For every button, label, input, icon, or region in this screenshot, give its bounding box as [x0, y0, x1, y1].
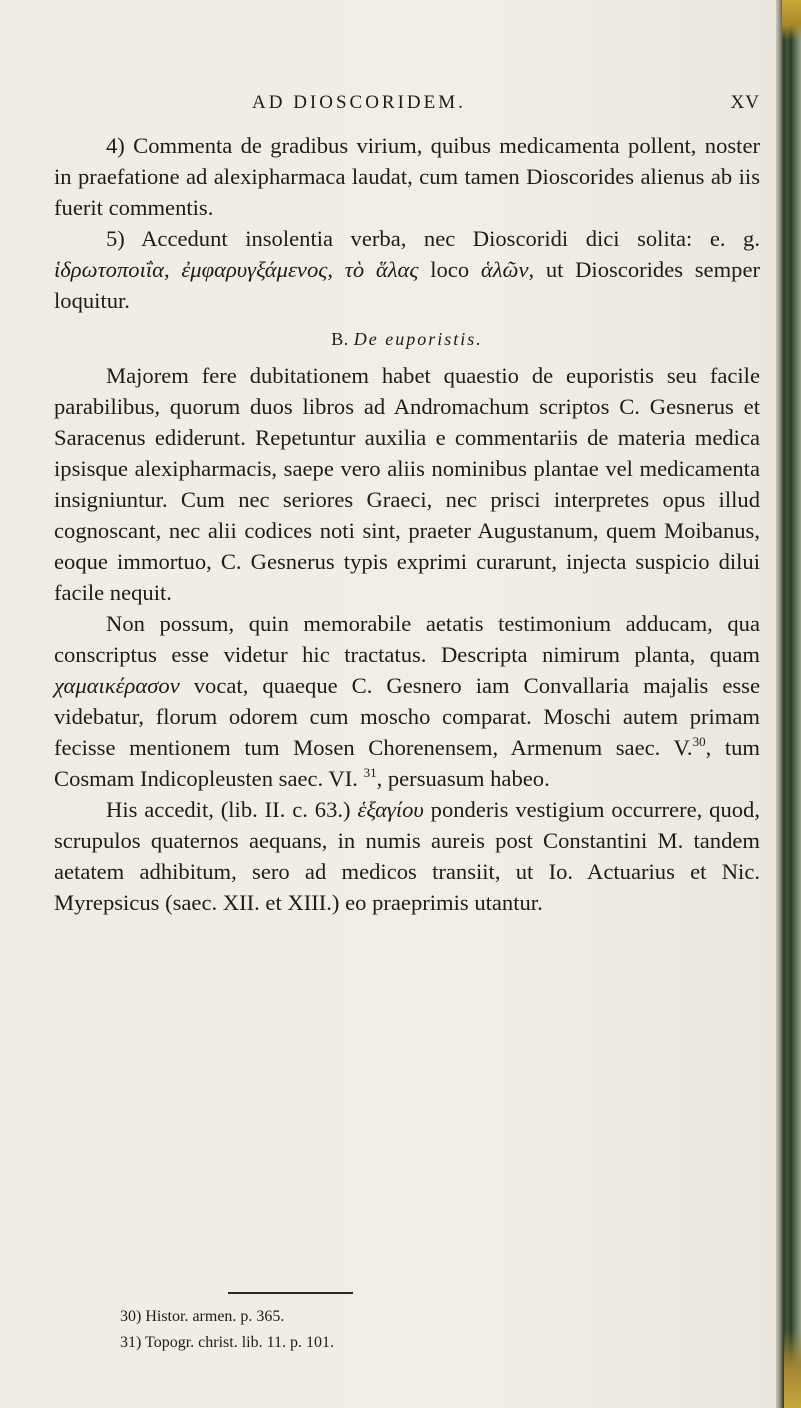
- section-label: B.: [331, 329, 349, 349]
- paragraph-7-text-b: vocat, quaeque C. Gesnero iam Convallaria majalis esse videbatur, florum odorem cum moscho comparat. Moschi autem primam fecisse mentionem tum Mosen Chorenensem, Armenum saec. V.: [54, 673, 760, 760]
- paragraph-4: 4) Commenta de gradibus virium, quibus medicamenta pollent, noster in praefatione ad alexipharmaca laudat, cum tamen Dioscorides alienus ab iis fuerit commentis.: [54, 133, 760, 220]
- footnote-ref-30: 30: [692, 734, 706, 749]
- footnote-31: 31) Topogr. christ. lib. 11. p. 101.: [120, 1334, 334, 1351]
- page-number: XV: [730, 92, 760, 113]
- greek-word-3: τὸ ἅλας: [344, 257, 419, 282]
- footnote-ref-31: 31: [363, 765, 377, 780]
- gilt-edge-bottom: [784, 1330, 801, 1408]
- book-spine-edge: [776, 0, 801, 1408]
- paragraph-7-text-a: Non possum, quin memorabile aetatis testimonium adducam, qua conscriptus esse videtur hic tractatus. Descripta nimirum planta, quam: [54, 611, 760, 667]
- paragraph-6: Majorem fere dubitationem habet quaestio de euporistis seu facile parabilibus, quorum duos libros ad Andromachum scriptos C. Gesnerus et Saracenus ediderunt. Repetuntur auxilia e commentariis de materia medica ipsisque alexipharmacis, saepe vero aliis nominibus plantae vel medicamenta insigniuntur. Cum nec seriores Graeci, nec prisci interpretes opus illud cognoscant, nec alii codices noti sint, praeter Augustanum, quem Moibanus, eoque immortuo, C. Gesnerus typis exprimi curarunt, injecta suspicio dilui facile nequit.: [54, 363, 760, 605]
- running-head-title: AD DIOSCORIDEM.: [252, 92, 466, 113]
- running-head: [92, 92, 760, 116]
- paragraph-7-text-d: , persuasum habeo.: [376, 766, 550, 791]
- paragraph-5-text-a: 5) Accedunt insolentia verba, nec Dioscoridi dici solita: e. g.: [106, 226, 760, 251]
- footnotes: [120, 1304, 720, 1356]
- paragraph-7-text-c: , tum Cosmam Indicopleusten saec. VI.: [54, 735, 760, 791]
- paragraph-5-text-d: loco: [418, 257, 481, 282]
- paragraph-5: [54, 223, 760, 316]
- footnote-rule: [228, 1292, 353, 1294]
- greek-word-4: ἁλῶν: [480, 257, 529, 282]
- section-title: De euporistis.: [353, 329, 483, 349]
- paragraph-5-text-b: ,: [164, 257, 182, 282]
- greek-word-6: ἑξαγίου: [357, 797, 424, 822]
- section-heading: [54, 327, 760, 351]
- footnote-30: 30) Histor. armen. p. 365.: [120, 1308, 285, 1325]
- greek-word-2: ἐμφαρυγξάμενος: [181, 257, 328, 282]
- greek-word-1: ἱδρωτοποιΐα: [54, 257, 164, 282]
- paragraph-7: [54, 608, 760, 794]
- paragraph-8: [54, 794, 760, 918]
- greek-word-5: χαμαικέρασον: [54, 673, 180, 698]
- gilt-edge-top: [782, 0, 801, 40]
- paragraph-8-text-a: His accedit, (lib. II. c. 63.): [106, 797, 358, 822]
- paragraph-8-text-b: ponderis vestigium occurrere, quod, scrupulos quaternos aequans, in numis aureis post Constantini M. tandem aetatem adhibitum, sero ad medicos transiit, ut Io. Actuarius et Nic. Myrepsicus (saec. XII. et XIII.) eo praeprimis utantur.: [54, 797, 760, 915]
- paragraph-5-text-c: ,: [327, 257, 345, 282]
- body-text: [54, 130, 760, 918]
- paragraph-5-text-e: , ut Dioscorides semper loquitur.: [54, 257, 760, 313]
